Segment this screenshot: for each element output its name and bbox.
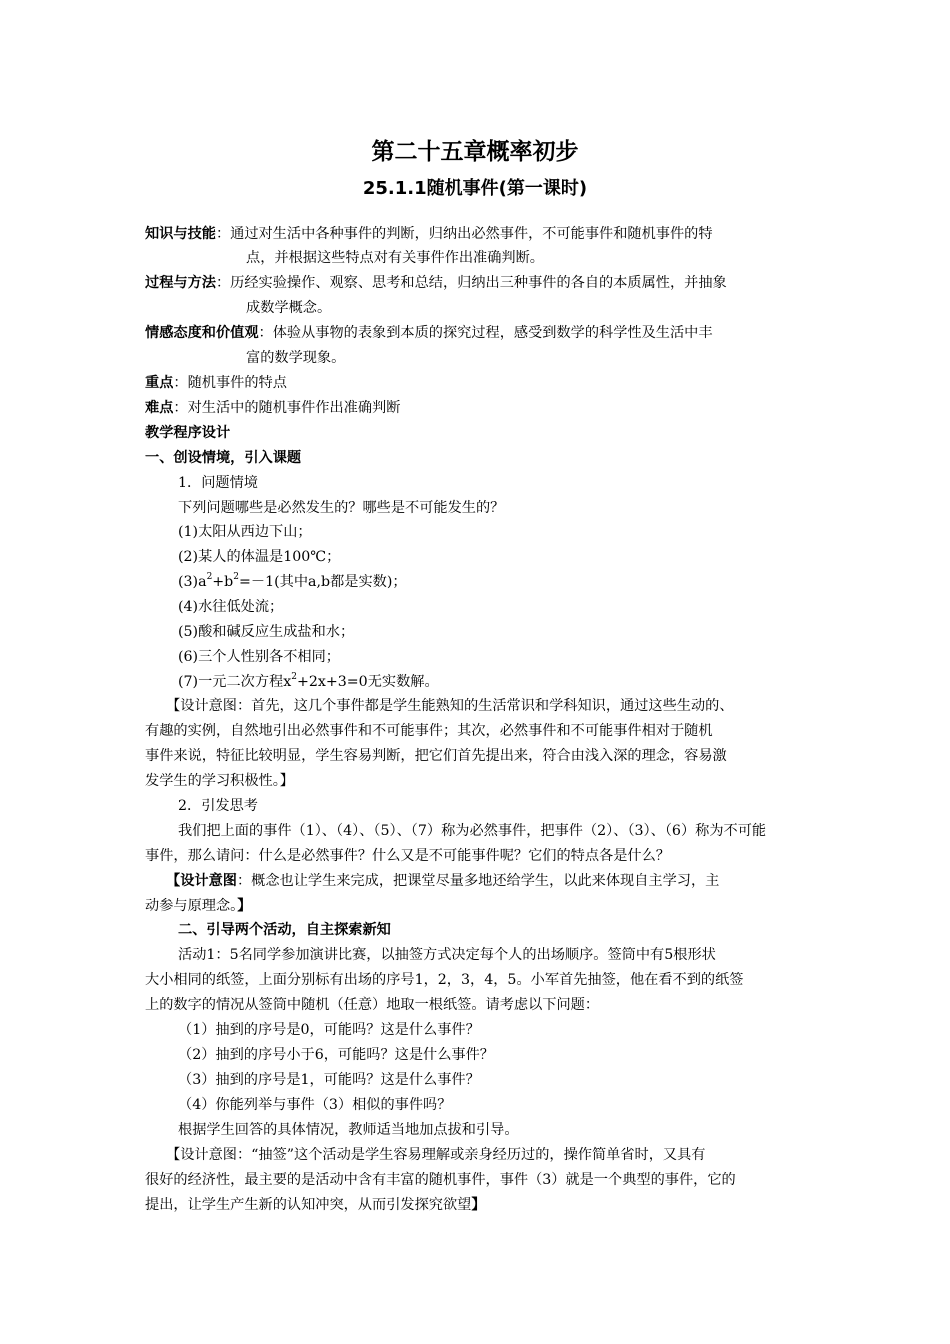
question-intro: 下列问题哪些是必然发生的？哪些是不可能发生的？ [178, 500, 505, 516]
intent3-line: 【设计意图：“抽签”这个活动是学生容易理解或亲身经历过的，操作简单省时，又具有 [166, 1147, 706, 1163]
section2-heading: 二、引导两个活动，自主探索新知 [178, 922, 391, 938]
section1-heading: 一、创设情境，引入课题 [145, 450, 302, 466]
knowledge-text-cont: 点，并根据这些特点对有关事件作出准确判断。 [246, 250, 544, 266]
intent2-line: 【设计意图：概念也让学生来完成，把课堂尽量多地还给学生，以此来体现自主学习，主 [166, 873, 720, 889]
activity-question: （1）抽到的序号是0，可能吗？这是什么事件？ [178, 1022, 480, 1038]
sub-heading-2: 2．引发思考 [178, 798, 258, 814]
activity-line: 大小相同的纸签，上面分别标有出场的序号1，2，3，4，5。小军首先抽签，他在看不到的纸签 [145, 972, 744, 988]
activity-line: 上的数字的情况从签筒中随机（任意）地取一根纸签。请考虑以下问题： [145, 997, 600, 1013]
lesson-subtitle: 25.1.1随机事件(第一课时) [362, 178, 588, 199]
intent2-label: 【设计意图 [166, 873, 237, 889]
event-item-7: (7)一元二次方程$x^2+2x+3=0$无实数解。 [178, 672, 439, 690]
emotion-label: 情感态度和价值观 [145, 325, 259, 341]
key-point [145, 373, 287, 393]
difficult-label: 难点 [145, 400, 174, 416]
intent1-line: 事件来说，特征比较明显，学生容易判断，把它们首先提出来，符合由浅入深的理念，容易激 [145, 748, 727, 764]
knowledge-text: ：通过对生活中各种事件的判断，归纳出必然事件，不可能事件和随机事件的特 [215, 226, 713, 242]
objective-emotion [145, 323, 713, 343]
teacher-guide: 根据学生回答的具体情况，教师适当地加点拔和引导。 [178, 1122, 519, 1138]
design-heading: 教学程序设计 [145, 425, 231, 441]
process-label: 过程与方法 [145, 275, 216, 291]
process-text: ：历经实验操作、观察、思考和总结，归纳出三种事件的各自的本质属性，并抽象 [215, 275, 727, 291]
intent3-line-last: 提出，让学生产生新的认知冲突，从而引发探究欲望】 [145, 1197, 486, 1213]
activity-question: （2）抽到的序号小于6，可能吗？这是什么事件？ [178, 1047, 494, 1063]
chapter-title: 第二十五章概率初步 [371, 139, 579, 165]
objective-process [145, 273, 727, 293]
activity-line: 活动1：5名同学参加演讲比赛，以抽签方式决定每个人的出场顺序。签筒中有5根形状 [178, 947, 716, 963]
activity-question: （4）你能列举与事件（3）相似的事件吗？ [178, 1097, 452, 1113]
event-item-5: (5)酸和碱反应生成盐和水； [178, 624, 355, 640]
process-text-cont: 成数学概念。 [246, 300, 332, 316]
knowledge-label: 知识与技能 [145, 226, 216, 242]
difficult-text: ：对生活中的随机事件作出准确判断 [173, 400, 401, 416]
sub-heading-1: 1．问题情境 [178, 475, 258, 491]
event-item-3: $(3)a^2+b^2=-1$(其中a,b都是实数)； [178, 572, 407, 590]
key-label: 重点 [145, 375, 174, 391]
event-item-4: (4)水往低处流； [178, 599, 284, 615]
intent1-line: 【设计意图：首先，这几个事件都是学生能熟知的生活常识和学科知识，通过这些生动的、 [166, 698, 734, 714]
intent2-line-2: 动参与原理念。】 [145, 898, 252, 914]
think-line: 我们把上面的事件（1）、（4）、（5）、（7）称为必然事件，把事件（2）、（3）、（6）称为不可能 [178, 823, 767, 839]
event-item-2: (2)某人的体温是100℃； [178, 549, 341, 565]
activity-question: （3）抽到的序号是1，可能吗？这是什么事件？ [178, 1072, 480, 1088]
event-item-1: (1)太阳从西边下山； [178, 524, 312, 540]
intent1-line: 发学生的学习积极性。】 [145, 773, 294, 789]
intent3-line: 很好的经济性，最主要的是活动中含有丰富的随机事件，事件（3）就是一个典型的事件，它的 [145, 1172, 736, 1188]
key-text: ：随机事件的特点 [173, 375, 287, 391]
emotion-text-cont: 富的数学现象。 [246, 350, 346, 366]
objective-knowledge [145, 224, 713, 244]
intent1-line: 有趣的实例，自然地引出必然事件和不可能事件；其次，必然事件和不可能事件相对于随机 [145, 723, 713, 739]
difficult-point [145, 398, 400, 418]
event-item-6: (6)三个人性别各不相同； [178, 649, 340, 665]
think-line: 事件，那么请问：什么是必然事件？什么又是不可能事件呢？它们的特点各是什么？ [145, 848, 670, 864]
emotion-text: ：体验从事物的表象到本质的探究过程，感受到数学的科学性及生活中丰 [258, 325, 713, 341]
